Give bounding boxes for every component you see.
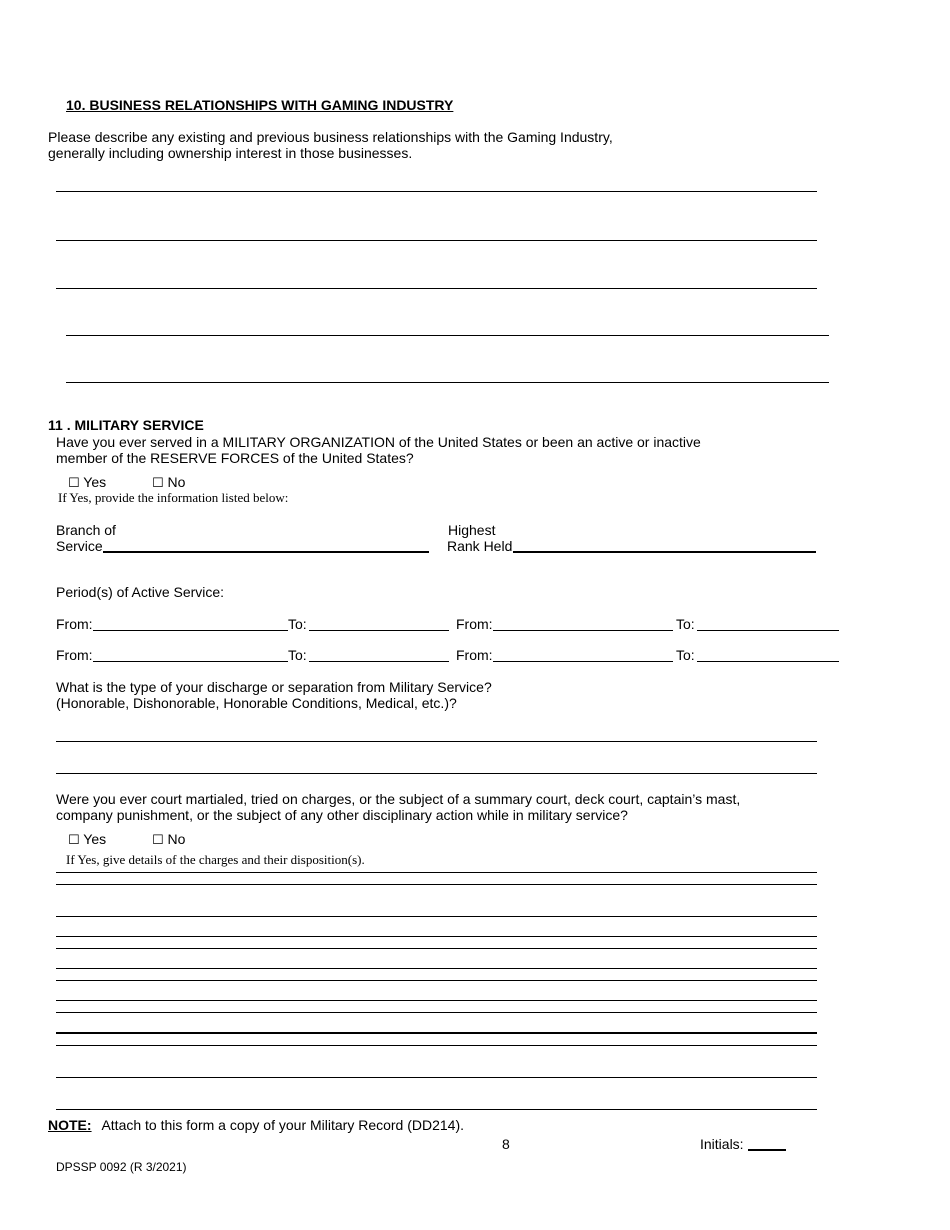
to-date-field[interactable] [697,661,839,662]
if-yes-instruction: If Yes, provide the information listed below: [58,490,289,505]
details-answer-line[interactable] [56,884,817,885]
business-relationship-answer-line[interactable] [66,335,829,336]
business-relationship-answer-line[interactable] [56,191,817,192]
discharge-question-line2: (Honorable, Dishonorable, Honorable Conditions, Medical, etc.)? [56,695,457,711]
highest-rank-field[interactable] [513,551,816,553]
business-relationship-answer-line[interactable] [56,288,817,289]
to-date-field[interactable] [309,661,449,662]
from-label: From: [456,647,493,663]
from-label: From: [56,616,93,632]
no-label: No [167,474,186,490]
business-relationship-answer-line[interactable] [66,382,829,383]
discharge-answer-line[interactable] [56,773,817,774]
note-text: Attach to this form a copy of your Military Record (DD214). [101,1117,465,1133]
section-10-heading: 10. BUSINESS RELATIONSHIPS WITH GAMING INDUSTRY [66,97,454,113]
period-active-service-label: Period(s) of Active Service: [56,584,225,600]
note-label: NOTE: [48,1117,92,1133]
branch-of-label-line2: Service [56,538,103,554]
details-answer-line[interactable] [56,1045,817,1046]
to-label: To: [288,647,307,663]
details-answer-line[interactable] [56,948,817,949]
rank-label-line2: Rank Held [447,538,513,554]
branch-of-label-line1: Branch of [56,522,116,538]
details-answer-line[interactable] [56,1012,817,1013]
page-number: 8 [502,1136,510,1152]
business-relationship-answer-line[interactable] [56,240,817,241]
from-date-field[interactable] [93,661,288,662]
court-martial-yes-option[interactable] [68,831,106,849]
details-answer-line[interactable] [56,980,817,981]
if-yes-details-instruction: If Yes, give details of the charges and their disposition(s). [66,852,365,867]
details-answer-line[interactable] [56,1032,817,1034]
from-date-field[interactable] [93,630,288,631]
military-question-line2: member of the RESERVE FORCES of the United States? [56,450,414,466]
to-date-field[interactable] [309,630,449,631]
checkbox-icon[interactable]: ☐ [152,476,164,491]
form-id: DPSSP 0092 (R 3/2021) [56,1160,187,1174]
no-label: No [167,831,186,847]
yes-label: Yes [83,831,107,847]
details-answer-line[interactable] [56,1077,817,1078]
details-answer-line[interactable] [56,872,817,873]
details-answer-line[interactable] [56,968,817,969]
from-date-field[interactable] [493,630,673,631]
to-label: To: [676,647,695,663]
military-question-line1: Have you ever served in a MILITARY ORGANIZATION of the United States or been an active or inactive [56,434,701,450]
from-label: From: [456,616,493,632]
details-answer-line[interactable] [56,916,817,917]
rank-label-line1: Highest [448,522,496,538]
details-answer-line[interactable] [56,1000,817,1001]
court-martial-question-line2: company punishment, or the subject of any other disciplinary action while in military service? [56,807,628,823]
to-date-field[interactable] [697,630,839,631]
from-label: From: [56,647,93,663]
checkbox-icon[interactable]: ☐ [68,833,80,848]
from-date-field[interactable] [493,661,673,662]
details-answer-line[interactable] [56,936,817,937]
discharge-answer-line[interactable] [56,741,817,742]
court-martial-no-option[interactable] [152,831,185,849]
section-10-description-line2: generally including ownership interest in those businesses. [48,145,413,161]
checkbox-icon[interactable]: ☐ [152,833,164,848]
initials-field[interactable] [748,1149,786,1151]
details-answer-line[interactable] [56,1109,817,1110]
section-10-description-line1: Please describe any existing and previous business relationships with the Gaming Industry, [48,129,613,145]
yes-label: Yes [83,474,107,490]
section-11-heading: 11 . MILITARY SERVICE [48,417,204,433]
branch-of-service-field[interactable] [103,551,429,553]
to-label: To: [676,616,695,632]
footer-note [48,1117,464,1133]
court-martial-question-line1: Were you ever court martialed, tried on charges, or the subject of a summary court, deck court, captain’s mast, [56,791,741,807]
initials-label: Initials: [700,1136,744,1152]
discharge-question-line1: What is the type of your discharge or separation from Military Service? [56,679,492,695]
checkbox-icon[interactable]: ☐ [68,476,80,491]
to-label: To: [288,616,307,632]
